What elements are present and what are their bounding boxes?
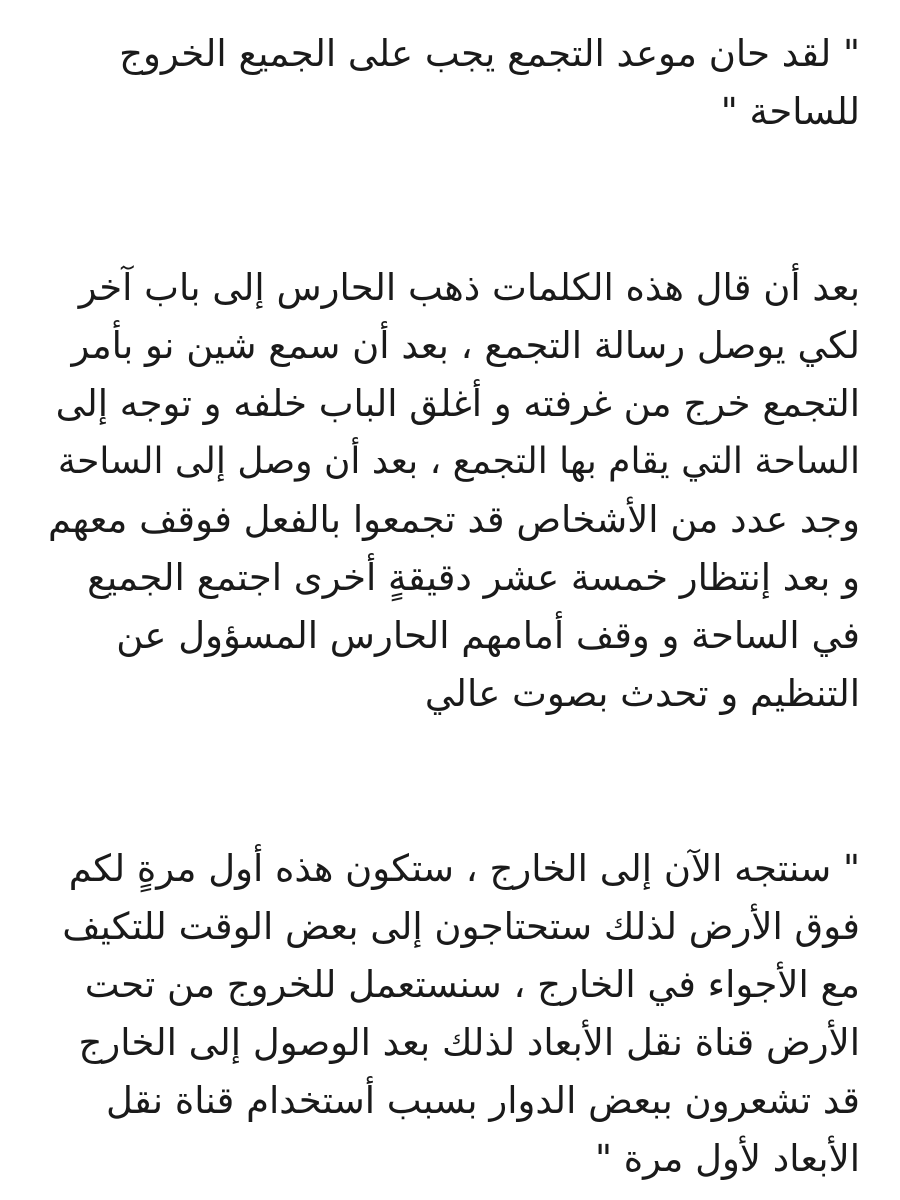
text-line: " سنتجه الآن إلى الخارج ، ستكون هذه أول مرةٍ لكم — [68, 847, 860, 890]
text-line: قد تشعرون ببعض الدوار بسبب أستخدام قناة نقل — [106, 1079, 860, 1122]
text-line: الساحة التي يقام بها التجمع ، بعد أن وصل إلى الساحة — [57, 441, 860, 482]
text-line: فوق الأرض لذلك ستحتاجون إلى بعض الوقت للتكيف — [62, 905, 860, 948]
text-line: وجد عدد من الأشخاص قد تجمعوا بالفعل فوقف معهم — [48, 498, 860, 541]
paragraph-spacer — [40, 723, 860, 840]
paragraph-3 — [40, 840, 860, 1188]
text-line: بعد أن قال هذه الكلمات ذهب الحارس إلى باب آخر — [78, 266, 860, 309]
text-line: للساحة " — [720, 90, 860, 133]
paragraph-spacer — [40, 141, 860, 259]
paragraph-1 — [40, 25, 860, 141]
text-line: لكي يوصل رسالة التجمع ، بعد أن سمع شين نو بأمر — [71, 324, 860, 367]
text-line: و بعد إنتظار خمسة عشر دقيقةٍ أخرى اجتمع الجميع — [87, 556, 860, 599]
text-line: الأرض قناة نقل الأبعاد لذلك بعد الوصول إلى الخارج — [78, 1021, 860, 1064]
text-line: التجمع خرج من غرفته و أغلق الباب خلفه و توجه إلى — [55, 382, 860, 425]
text-line: الأبعاد لأول مرة " — [594, 1137, 860, 1180]
text-line: التنظيم و تحدث بصوت عالي — [424, 672, 860, 715]
text-line: " لقد حان موعد التجمع يجب على الجميع الخروج — [119, 32, 860, 75]
paragraph-2 — [40, 259, 860, 723]
text-line: مع الأجواء في الخارج ، سنستعمل للخروج من تحت — [84, 963, 860, 1006]
text-line: في الساحة و وقف أمامهم الحارس المسؤول عن — [116, 614, 860, 657]
